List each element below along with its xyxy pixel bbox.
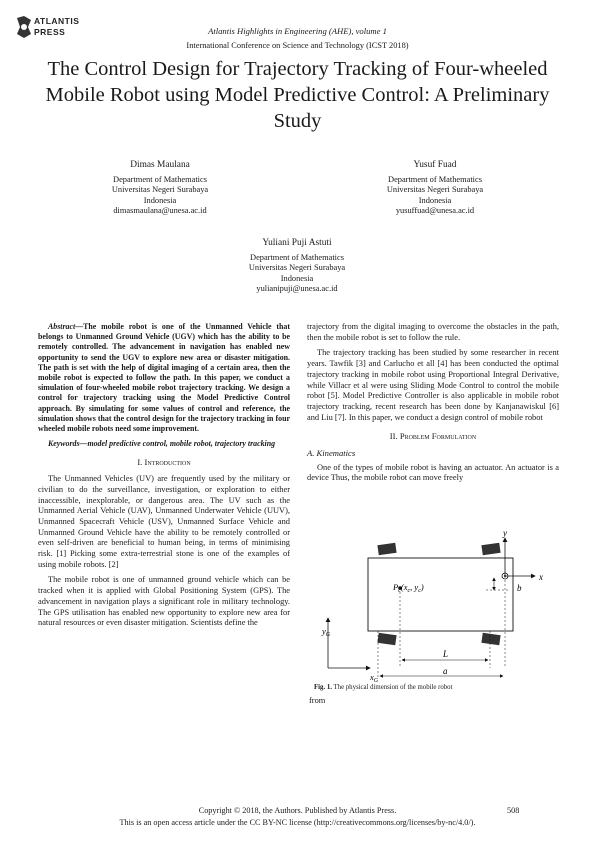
figure-trailing-text: from [309,696,326,705]
abstract-text: —The mobile robot is one of the Unmanned Vehicle that belongs to Unmanned Ground Vehicle (UGV) which has the ability to be remotely controlled. The advancement in navigation has enabled new opportunity to send the UGV to explore new area or disaster mitigation. The path is set with the help of digital imaging of a certain area, then the mobile robot is expected to follow the path. In this paper, we conduct a simulation of four-wheeled mobile robot trajectory tracking. We design a control for trajectory tracking using the Model Predictive Control approach. By simulating for some values of control and reference, the simulation shows that the control design for the trajectory tracking in four wheeled mobile robots need some improvement. [38,322,290,434]
author-country: Indonesia [280,273,314,283]
label-L: L [443,649,449,659]
author-name: Yusuf Fuad [413,160,457,170]
author-univ: Universitas Negeri Surabaya [386,185,484,194]
figure-robot-dimensions [310,528,560,684]
wheel-rear-left [377,633,396,645]
author-block-2 [355,160,515,217]
author-block-3 [217,238,377,295]
publisher-logo-text: ATLANTIS PRESS [34,16,80,37]
label-b: b [517,583,522,593]
label-x: x [539,572,543,582]
right-paragraph-2: The trajectory tracking has been studied by some researcher in recent years. Tawfik [3] and Carlucho et all [4] has been conducted the optimal trajectory tracking in mobile robot using Proportional Integral Derivative, while Villacr et al were using Sliding Mode Control to control the mobile robot [5]. Model Predictive Controller is also applicable in mobile robot trajectory tracking, recent research has been done by Kanjanawiskul [6] and Liu [7]. In this paper, we conduct a design control of mobile robot [307,348,559,422]
author-univ: Universitas Negeri Surabaya [111,185,209,194]
robot-body [368,558,513,631]
author-univ: Universitas Negeri Surabaya [248,263,346,272]
wheel-rear-right [481,633,500,645]
right-column [307,322,559,489]
author-email: yusuffuad@unesa.ac.id [395,206,475,215]
label-a: a [443,666,448,676]
footer-license: This is an open access article under the CC BY-NC license (http://creativecommons.org/licenses/by-nc/4.0/). [119,818,476,827]
label-xG: $x_G$ [370,672,379,684]
subsection-heading-kinematics: A. Kinematics [307,448,356,459]
page-number: 508 [507,806,520,815]
paper-title: The Control Design for Trajectory Tracking of Four-wheeled Mobile Robot using Model Predictive Control: A Preliminary Study [45,58,550,132]
author-email: yulianipuji@unesa.ac.id [256,284,338,293]
abstract [38,322,290,434]
series-header: Atlantis Highlights in Engineering (AHE), volume 1 [208,26,387,36]
label-yG: $y_G$ [322,626,331,638]
intro-paragraph-1: The Unmanned Vehicles (UV) are frequently used by the military or civilian to do the surveillance, investigation, or exploration to either inaccessible, inexplorable, or dangerous area. The UV such as the Unmanned Aerial Vehicle (UAV), Unmanned Underwater Vehicle (UUV), Unmanned Spacecraft Vehicle (USV), Unmanned Surface Vehicle and Unmanned Ground Vehicle have the ability to be remotely controlled or even self-driven are beneficial to human being, in terms of minimising risk. [1] Picking some extra-terrestrial stone is one of the examples of using mobile robots. [2] [38,474,290,569]
author-name: Yuliani Puji Astuti [262,238,332,248]
keywords: Keywords—model predictive control, mobile robot, trajectory tracking [48,439,276,449]
label-y: y [503,528,507,538]
footer-copyright: Copyright © 2018, the Authors. Published by Atlantis Press. [198,806,397,815]
author-dept: Department of Mathematics [113,174,207,184]
section-heading-introduction: I. Introduction [137,457,191,468]
right-paragraph-1: trajectory from the digital imaging to overcome the obstacles in the path, then the mobile robot is set to follow the rule. [307,322,559,342]
wheel-front-right [481,543,500,555]
abstract-lead: Abstract [48,322,76,331]
author-country: Indonesia [418,195,452,205]
conference-header: International Conference on Science and Technology (ICST 2018) [186,41,409,50]
author-dept: Department of Mathematics [250,252,344,262]
section-heading-problem-formulation: II. Problem Formulation [389,431,477,442]
author-block-1 [80,160,240,217]
figure-caption: Fig. 1. The physical dimension of the mobile robot [314,684,453,691]
left-column [38,322,290,634]
wheel-front-left [377,543,396,555]
author-email: dimasmaulana@unesa.ac.id [113,206,207,215]
label-Pc: $P_c(x_c$, $y_c$) [393,582,424,594]
author-name: Dimas Maulana [130,160,190,170]
author-dept: Department of Mathematics [388,174,482,184]
kinematics-paragraph-1: One of the types of mobile robot is having an actuator. An actuator is a device Thus, the mobile robot can move freely [307,462,559,483]
author-country: Indonesia [143,195,177,205]
intro-paragraph-2: The mobile robot is one of unmanned ground vehicle which can be tracked when it is applied with Global Positioning System (GPS). The advancement in navigation plays a significant role in military technology. The GPS utilisation has enabled new opportunity to explore new area for natural resources or even disaster mitigation. Scientists define the [38,575,290,628]
